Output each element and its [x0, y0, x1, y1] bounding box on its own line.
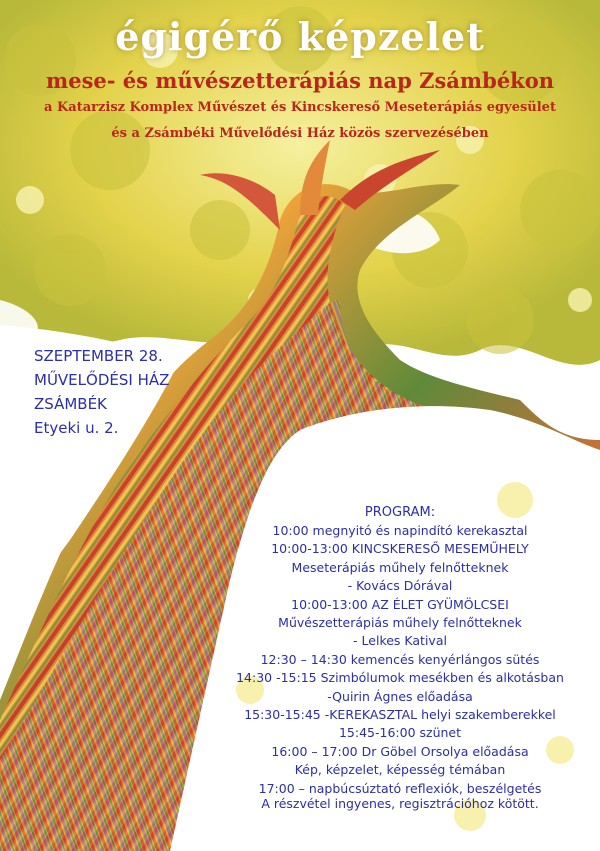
organizers-line-1: a Katarzisz Komplex Művészet és Kincskereső Meseterápiás egyesület — [44, 100, 556, 115]
program-line: 16:00 – 17:00 Dr Göbel Orsolya előadása — [271, 743, 529, 759]
program-line: 10:00-13:00 KINCSKERESŐ MESEMŰHELY — [271, 541, 529, 557]
program-line: Meseterápiás műhely felnőtteknek — [291, 559, 509, 575]
program-line: 17:00 – napbúcsúztató reflexiók, beszélgetés — [258, 780, 542, 796]
registration-note: A részvétel ingyenes, regisztrációhoz kötött. — [261, 796, 539, 811]
program-list — [220, 504, 580, 798]
program-line: 15:30-15:45 -KEREKASZTAL helyi szakemberekkel — [244, 707, 556, 723]
event-address: Etyeki u. 2. — [34, 419, 119, 437]
program-heading: PROGRAM: — [364, 505, 436, 520]
program-line: - Lelkes Katival — [353, 633, 447, 649]
program-line: 10:00 megnyitó és napindító kerekasztal — [272, 523, 528, 538]
event-details — [34, 344, 224, 440]
organizers-line-2: és a Zsámbéki Művelődési Ház közös szervezésében — [111, 126, 489, 141]
poster-subtitle: mese- és művészetterápiás nap Zsámbékon — [46, 68, 554, 93]
program-line: 10:00-13:00 AZ ÉLET GYÜMÖLCSEI — [291, 596, 509, 612]
program-line: 14:30 -15:15 Szimbólumok mesékben és alkotásban — [236, 670, 564, 686]
poster-title: égigérő képzelet — [115, 14, 485, 59]
program-line: Kép, képzelet, képesség témában — [294, 762, 506, 778]
program-line: 12:30 – 14:30 kemencés kenyérlángos sütés — [260, 651, 540, 667]
program-line: - Kovács Dórával — [347, 578, 453, 594]
event-date: SZEPTEMBER 28. — [34, 347, 163, 365]
event-venue: MŰVELŐDÉSI HÁZ — [34, 371, 170, 389]
program-line: -Quirin Ágnes előadása — [327, 688, 473, 704]
event-town: ZSÁMBÉK — [34, 395, 107, 413]
program-line: 15:45-16:00 szünet — [338, 725, 462, 741]
program-line: Művészetterápiás műhely felnőtteknek — [278, 615, 522, 631]
